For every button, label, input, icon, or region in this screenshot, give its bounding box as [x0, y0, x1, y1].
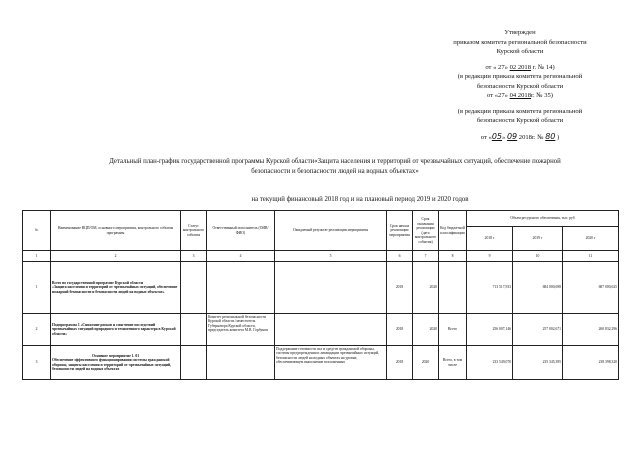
header-volume: Объем ресурсного обеспечения, тыс. руб: [467, 211, 619, 227]
col-number: 5: [275, 251, 387, 262]
row-status: [181, 314, 207, 346]
revision-note-1: (в редакции приказа комитета региональной: [457, 73, 583, 80]
approval-region-line: Курской области: [496, 48, 544, 55]
table-row: [23, 314, 619, 346]
header-end: Срок окончания реализации (дата контрольного события): [413, 211, 439, 251]
row-status: [181, 262, 207, 314]
row-end: 2020: [413, 262, 439, 314]
row-2018: 256 007,146: [467, 314, 513, 346]
title-line-1: Детальный план-график государственной программы Курской области«Защита населения и территорий от чрезвычайных ситуаций, обеспечение пожарной: [109, 158, 561, 165]
row-name-title: Подпрограмма 1 «Снижение рисков и смягчение последствий чрезвычайных ситуаций природного и техногенного характера в Курской области»: [52, 322, 176, 336]
row-name-title: Всего по государственной программе Курской области: [52, 280, 143, 285]
approval-date-line-1: от « 27» 02 2018 г. № 14): [485, 63, 555, 71]
row-kbk: [439, 262, 467, 314]
row-start: 2018: [387, 346, 413, 380]
row-executor: [207, 262, 275, 314]
approval-heading: Утвержден: [504, 29, 536, 36]
row-num: 2: [23, 314, 51, 346]
col-number: 11: [563, 251, 619, 262]
header-name: Наименование ВЦП/ОМ, основного мероприятия, контрольного события программы: [51, 211, 181, 251]
row-status: [181, 346, 207, 380]
col-number: 4: [207, 251, 275, 262]
revision-note-2: (в редакции приказа комитета региональной: [457, 107, 583, 115]
period-line: на текущий финансовый 2018 год и на плановый период 2019 и 2020 годов: [251, 196, 469, 203]
approval-date-line-3: от «05» 09 2018г. № 80 ): [480, 131, 560, 141]
row-2020: 687 000,625: [563, 262, 619, 314]
row-2019: 235 345,395: [513, 346, 563, 380]
row-2019: 257 002,671: [513, 314, 563, 346]
col-number: 8: [439, 251, 467, 262]
col-number: 1: [23, 251, 51, 262]
header-start: Срок начала реализации мероприятия: [387, 211, 413, 251]
title-line-2: безопасности и безопасности людей на водных объектах»: [251, 167, 419, 175]
col-number: 2: [51, 251, 181, 262]
row-end: 2020: [413, 346, 439, 380]
row-name: [51, 262, 181, 314]
row-result: [275, 262, 387, 314]
plan-table: [22, 210, 619, 380]
row-start: 2018: [387, 314, 413, 346]
header-2018: 2018 г: [467, 227, 513, 251]
col-number: 10: [513, 251, 563, 262]
row-result: [275, 314, 387, 346]
row-result: Поддержание готовности сил и средств гражданской обороны, системы предупреждения и ликвидации чрезвычайных ситуаций, безопасности людей на водных объектах на уровне, обеспечивающем выполнение возложенных: [275, 346, 387, 380]
row-num: 1: [23, 262, 51, 314]
column-number-row: [23, 251, 619, 262]
row-name-title: Основное мероприятие 1. 01: [91, 353, 140, 358]
row-name: [51, 314, 181, 346]
header-num: №: [23, 211, 51, 251]
approval-date-line-2: от «27» 04 2018г. № 35): [486, 92, 553, 99]
row-name-text: «Защита населения и территорий от чрезвычайных ситуаций, обеспечение пожарной безопасности и безопасности людей на водных объектах»: [52, 285, 178, 294]
row-executor: Комитет региональной безопасности Курской области./заместитель Губернатора Курской области, председатель комитета М.В. Горбунов: [207, 314, 275, 346]
header-2019: 2019 г: [513, 227, 563, 251]
approval-order-line: приказом комитета региональной безопасности: [453, 38, 587, 46]
header-2020: 2020 г: [563, 227, 619, 251]
revision-note-1-body: безопасности Курской области: [476, 82, 564, 90]
document-title: [50, 157, 620, 176]
row-kbk: Всего, в том числе: [439, 346, 467, 380]
row-num: 3: [23, 346, 51, 380]
row-name-text: Обеспечение эффективного функционирования системы гражданской обороны, защиты населения и территорий от чрезвычайных ситуаций, безопасности людей на водных объектах: [52, 358, 172, 371]
col-number: 6: [387, 251, 413, 262]
header-status: Статус контрольного события: [181, 211, 207, 251]
row-2020: 238 398,320: [563, 346, 619, 380]
revision-note-2-body: безопасности Курской области: [476, 117, 564, 124]
row-2020: 260 832,296: [563, 314, 619, 346]
row-2018: 233 549,070: [467, 346, 513, 380]
row-end: 2020: [413, 314, 439, 346]
table-row: [23, 346, 619, 380]
row-name: [51, 346, 181, 380]
col-number: 9: [467, 251, 513, 262]
header-kbk: Код бюджетной классификации: [439, 211, 467, 251]
col-number: 3: [181, 251, 207, 262]
row-kbk: Всего: [439, 314, 467, 346]
approval-stamp: [420, 28, 620, 142]
col-number: 7: [413, 251, 439, 262]
header-executor: Ответственный исполнитель (ОИВ/ФИО): [207, 211, 275, 251]
row-2018: 713 517,933: [467, 262, 513, 314]
row-start: 2018: [387, 262, 413, 314]
table-header-row: [23, 211, 619, 227]
row-executor: [207, 346, 275, 380]
table-row: [23, 262, 619, 314]
header-result: Ожидаемый результат реализации мероприятия: [275, 211, 387, 251]
row-2019: 684 000,698: [513, 262, 563, 314]
